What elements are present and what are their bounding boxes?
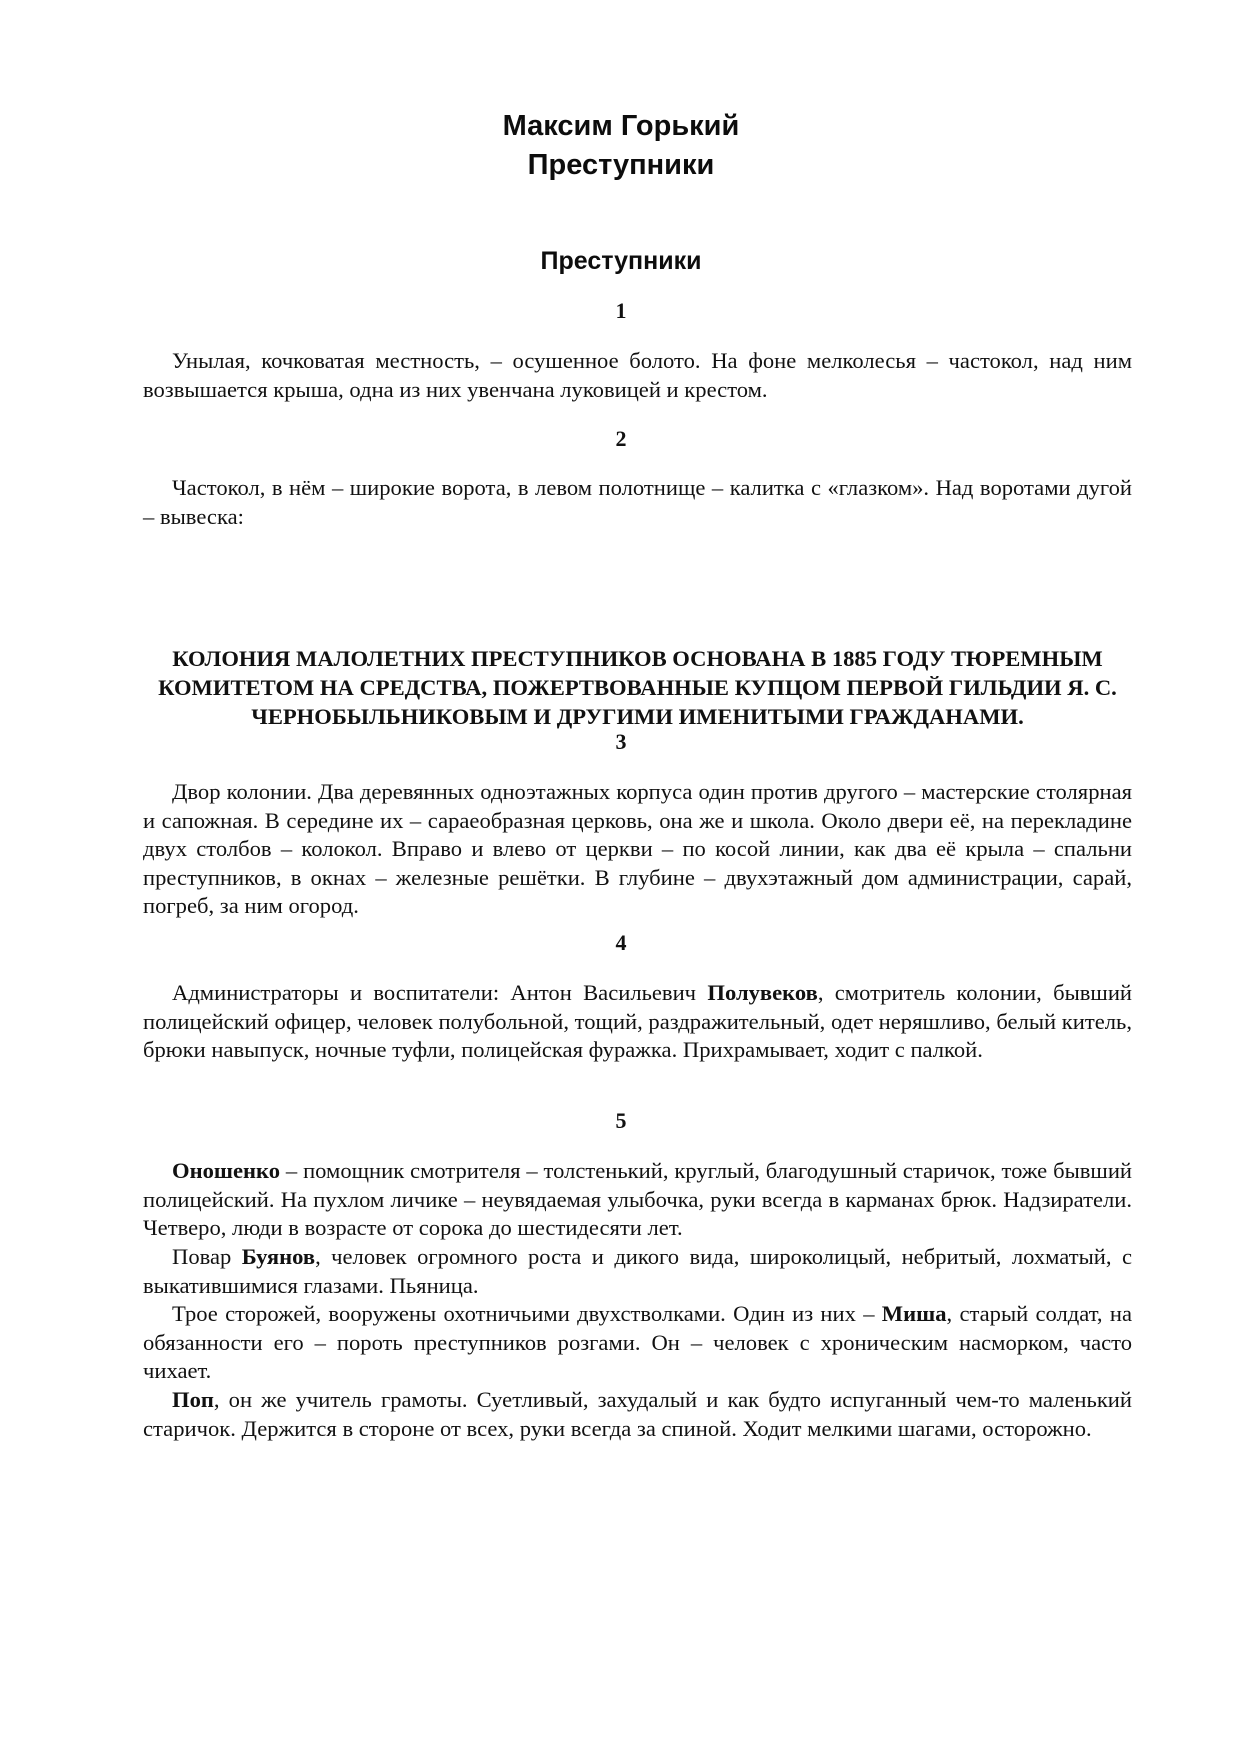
section-number-2: 2 <box>615 426 627 451</box>
section-number-5: 5 <box>615 1108 627 1133</box>
paragraph-5 <box>143 1157 1132 1243</box>
paragraph-6 <box>143 1243 1132 1300</box>
section-number-4: 4 <box>615 930 627 955</box>
paragraph-1: Унылая, кочковатая местность, – осушенное болото. На фоне мелколесья – частокол, над ним возвышается крыша, одна из них увенчана луковицей и крестом. <box>143 348 1132 402</box>
paragraph-3: Двор колонии. Два деревянных одноэтажных корпуса один против другого – мастерские столярная и сапожная. В середине их – сараеобразная церковь, она же и школа. Около двери её, на перекладине двух столбов – колокол. Вправо и влево от церкви – по косой линии, как два её крыла – спальни преступников, в окнах – железные решётки. В глубине – двухэтажный дом администрации, сарай, погреб, за ним огород. <box>143 779 1132 918</box>
character-name-misha: Миша <box>881 1301 947 1326</box>
paragraph-8 <box>143 1386 1132 1443</box>
book-title: Преступники <box>527 149 715 181</box>
text-before: Повар <box>172 1244 242 1269</box>
text-after: , старый солдат, на обязанности его – пороть преступников розгами. Он – человек с хроническим насморком, часто чихает. <box>143 1301 1132 1383</box>
text-after: , смотритель колонии, бывший полицейский офицер, человек полубольной, тощий, раздражительный, одет неряшливо, белый китель, брюки навыпуск, ночные туфли, полицейская фуражка. Прихрамывает, ходит с палкой. <box>143 980 1132 1062</box>
text-before: Администраторы и воспитатели: Антон Васильевич <box>172 980 708 1005</box>
character-name-buyanov: Буянов <box>241 1244 316 1269</box>
author-name: Максим Горький <box>502 110 740 142</box>
text-before: Трое сторожей, вооружены охотничьими двухстволками. Один из них – <box>172 1301 882 1326</box>
paragraph-4 <box>143 979 1132 1065</box>
section-number-3: 3 <box>615 729 627 754</box>
character-name-poluvekov: Полувеков <box>707 980 818 1005</box>
text-after: – помощник смотрителя – толстенький, круглый, благодушный старичок, тоже бывший полицейский. На пухлом личике – неувядаемая улыбочка, руки всегда в карманах брюк. Надзиратели. Четверо, люди в возрасте от сорока до шестидесяти лет. <box>143 1158 1132 1240</box>
text-after: , человек огромного роста и дикого вида, широколицый, небритый, лохматый, с выкатившимися глазами. Пьяница. <box>143 1244 1132 1298</box>
paragraph-7 <box>143 1300 1132 1386</box>
character-name-pop: Поп <box>172 1387 214 1412</box>
section-number-1: 1 <box>615 298 627 323</box>
text-after: , он же учитель грамоты. Суетливый, захудалый и как будто испуганный чем-то маленький старичок. Держится в стороне от всех, руки всегда за спиной. Ходит мелкими шагами, осторожно. <box>143 1387 1132 1441</box>
character-name-onoshenko: Оношенко <box>172 1158 281 1183</box>
colony-sign: КОЛОНИЯ МАЛОЛЕТНИХ ПРЕСТУПНИКОВ ОСНОВАНА В 1885 ГОДУ ТЮРЕМНЫМ КОМИТЕТОМ НА СРЕДСТВА, ПОЖЕРТВОВАННЫЕ КУПЦОМ ПЕРВОЙ ГИЛЬДИИ Я. С. ЧЕРНОБЫЛЬНИКОВЫМ И ДРУГИМИ ИМЕНИТЫМИ ГРАЖДАНАМИ. <box>158 646 1117 729</box>
paragraph-2: Частокол, в нём – широкие ворота, в левом полотнище – калитка с «глазком». Над воротами дугой – вывеска: <box>143 475 1132 529</box>
section-title: Преступники <box>540 247 702 275</box>
